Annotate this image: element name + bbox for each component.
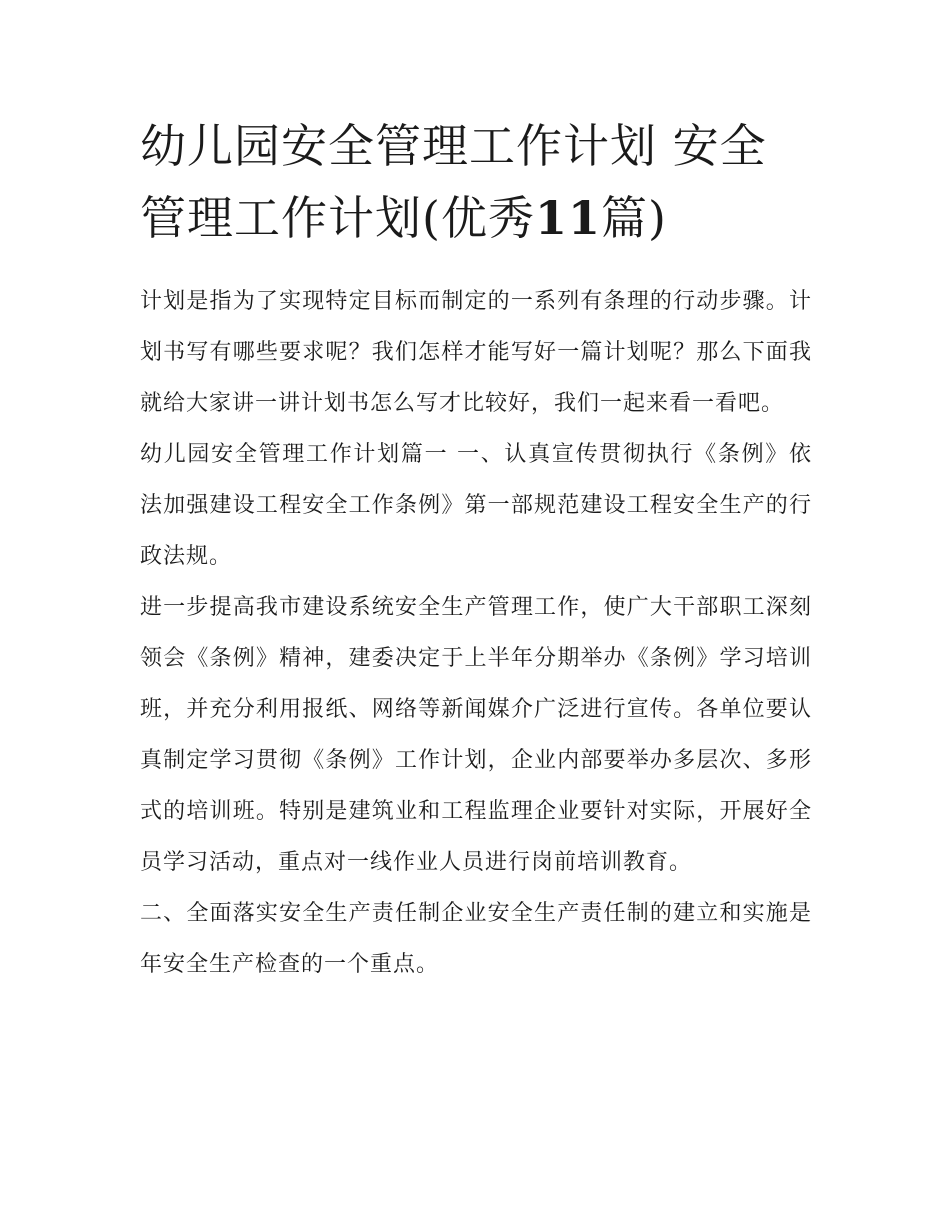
title-count: 11 bbox=[534, 191, 601, 245]
paragraph-section-two: 二、全面落实安全生产责任制企业安全生产责任制的建立和实施是年安全生产检查的一个重点。 bbox=[140, 901, 812, 977]
title-text: 幼儿园安全管理工作计划 安全管理工作计划(优秀 bbox=[140, 119, 767, 245]
document-page bbox=[140, 110, 812, 990]
paragraph-intro: 计划是指为了实现特定目标而制定的一系列有条理的行动步骤。计划书写有哪些要求呢？我们怎样才能写好一篇计划呢？那么下面我就给大家讲一讲计划书怎么写才比较好，我们一起来看一看吧。 bbox=[140, 289, 812, 416]
document-title bbox=[140, 110, 812, 254]
title-suffix: 篇) bbox=[600, 191, 667, 245]
paragraph-training: 进一步提高我市建设系统安全生产管理工作，使广大干部职工深刻领会《条例》精神，建委决定于上半年分期举办《条例》学习培训班，并充分利用报纸、网络等新闻媒介广泛进行宣传。各单位要认真制定学习贯彻《条例》工作计划，企业内部要举办多层次、多形式的培训班。特别是建筑业和工程监理企业要针对实际，开展好全员学习活动，重点对一线作业人员进行岗前培训教育。 bbox=[140, 595, 812, 875]
paragraph-section-one: 幼儿园安全管理工作计划篇一 一、认真宣传贯彻执行《条例》依法加强建设工程安全工作条例》第一部规范建设工程安全生产的行政法规。 bbox=[140, 442, 812, 569]
